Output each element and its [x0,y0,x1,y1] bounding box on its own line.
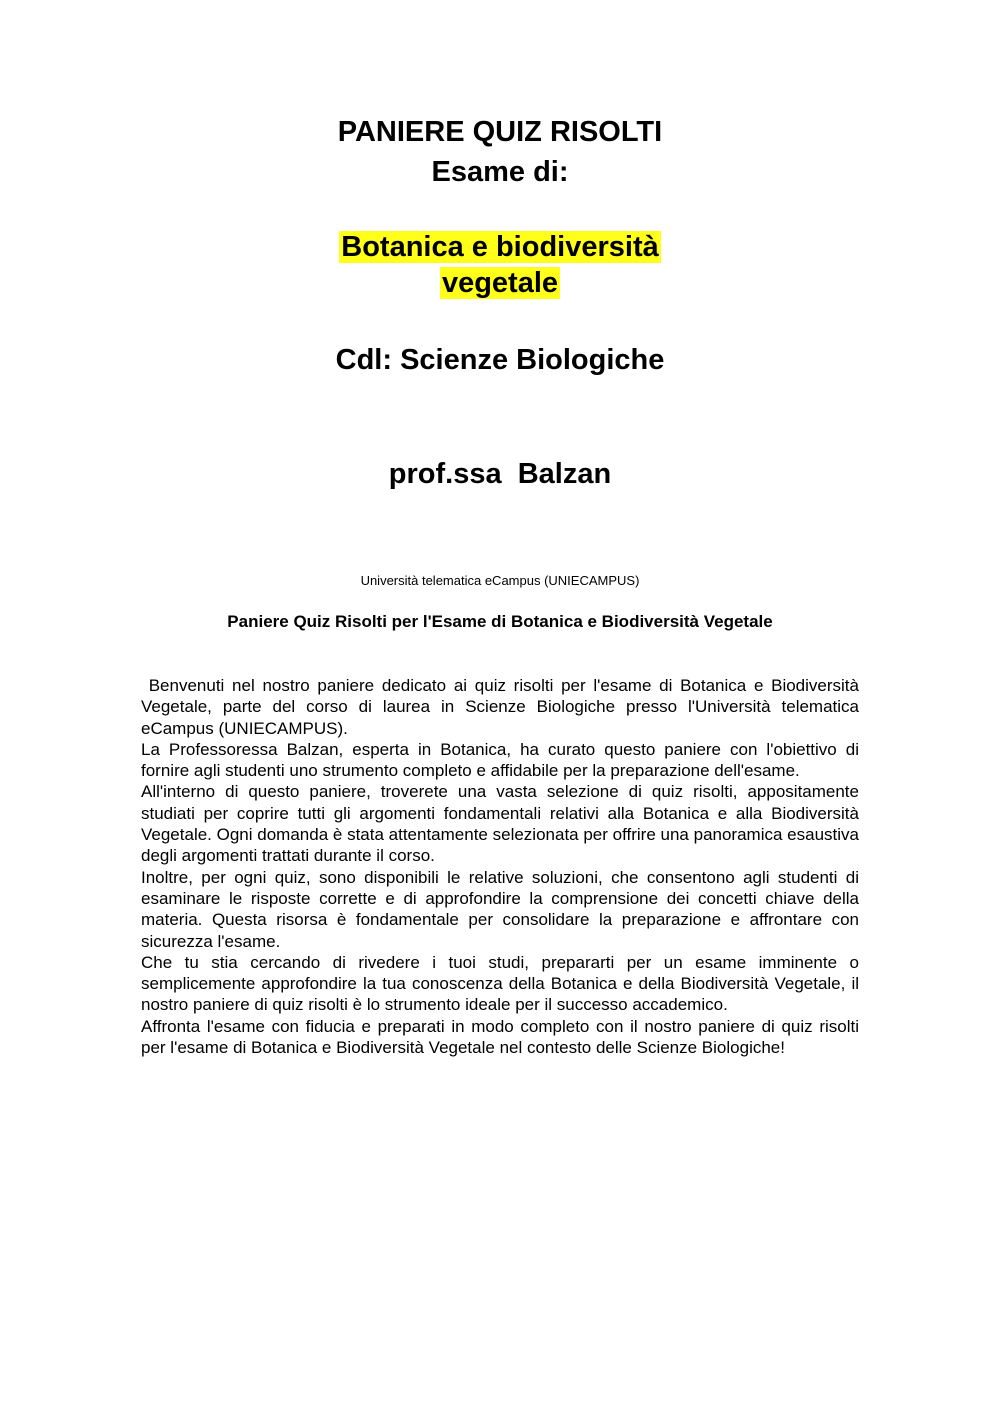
course-name: Cdl: Scienze Biologiche [335,344,665,376]
subject-highlight-2: vegetale [441,267,559,299]
paragraph: Affronta l'esame con fiducia e preparati in modo completo con il nostro paniere di quiz risolti per l'esame di Botanica e Biodiversità Vegetale nel contesto delle Scienze Biologiche! [141,1016,859,1058]
professor-name: prof.ssa Balzan [388,458,612,490]
subject-highlight-1: Botanica e biodiversità [341,231,659,263]
document-title: PANIERE QUIZ RISOLTI [337,116,663,148]
paragraph: La Professoressa Balzan, esperta in Botanica, ha curato questo paniere con l'obiettivo di fornire agli studenti uno strumento completo e affidabile per la preparazione dell'esame. [141,739,859,781]
subject-title-line-1 [0,229,1000,265]
university-name: Università telematica eCampus (UNIECAMPUS) [360,573,640,588]
paragraph: All'interno di questo paniere, troverete una vasta selezione di quiz risolti, appositamente studiati per coprire tutti gli argomenti fondamentali relativi alla Botanica e alla Biodiversità Vegetale. Ogni domanda è stata attentamente selezionata per offrire una panoramica esaustiva degli argomenti trattati durante il corso. [141,782,859,866]
exam-label: Esame di: [431,156,569,188]
paragraph: Inoltre, per ogni quiz, sono disponibili le relative soluzioni, che consentono agli studenti di esaminare le risposte corrette e di approfondire la comprensione dei concetti chiave della materia. Questa risorsa è fondamentale per consolidare la preparazione e affrontare con sicurezza l'esame. [141,867,859,951]
paragraph: Che tu stia cercando di rivedere i tuoi studi, prepararti per un esame imminente o semplicemente approfondire la tua conoscenza della Botanica e della Biodiversità Vegetale, il nostro paniere di quiz risolti è lo strumento ideale per il successo accademico. [141,952,859,1015]
document-subtitle: Paniere Quiz Risolti per l'Esame di Botanica e Biodiversità Vegetale [227,612,773,631]
paragraph: Benvenuti nel nostro paniere dedicato ai quiz risolti per l'esame di Botanica e Biodiversità Vegetale, parte del corso di laurea in Scienze Biologiche presso l'Università telematica eCampus (UNIECAMPUS). [141,676,864,738]
intro-text [141,675,864,1058]
subject-title-line-2 [0,265,1000,301]
